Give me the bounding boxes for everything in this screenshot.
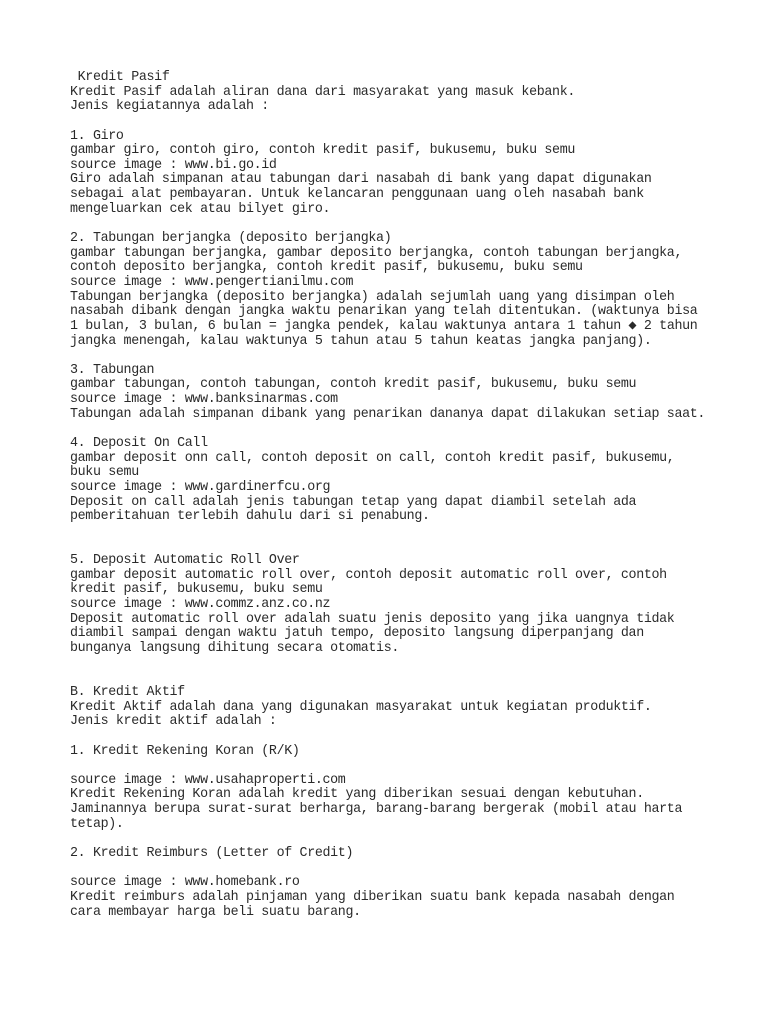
aktif-item-rekening-koran: [70, 745, 717, 833]
section-title: B. Kredit Aktif: [70, 684, 185, 700]
item-description: sebagai alat pembayaran. Untuk kelancaran penggunaan uang oleh nasabah bank: [70, 187, 644, 203]
spacer: [70, 832, 717, 847]
item-source: source image : www.banksinarmas.com: [70, 392, 338, 408]
item-heading: 2. Kredit Reimburs (Letter of Credit): [70, 845, 354, 861]
item-description: Tabungan berjangka (deposito berjangka) adalah sejumlah uang yang disimpan oleh: [70, 289, 675, 305]
item-tags: buku semu: [70, 465, 139, 481]
item-heading: 2. Tabungan berjangka (deposito berjangka): [70, 231, 392, 247]
intro-line: Kredit Pasif adalah aliran dana dari masyarakat yang masuk kebank.: [70, 84, 576, 100]
pasif-item-tabungan: [70, 364, 717, 423]
spacer: [70, 730, 717, 745]
item-description: Kredit reimburs adalah pinjaman yang diberikan suatu bank kepada nasabah dengan: [70, 889, 675, 905]
spacer: [70, 349, 717, 364]
item-heading: 3. Tabungan: [70, 362, 155, 378]
aktif-item-reimburs: [70, 847, 717, 920]
document-page: [70, 71, 717, 920]
spacer: [70, 525, 717, 554]
item-description: 1 bulan, 3 bulan, 6 bulan = jangka pendek, kalau waktunya antara 1 tahun ◆ 2 tahun: [70, 318, 698, 334]
item-heading: 4. Deposit On Call: [70, 436, 208, 452]
item-tags: gambar tabungan berjangka, gambar deposito berjangka, contoh tabungan berjangka,: [70, 245, 683, 261]
kredit-aktif-section: [70, 686, 717, 920]
item-description: jangka menengah, kalau waktunya 5 tahun atau 5 tahun keatas jangka panjang).: [70, 333, 652, 349]
image-placeholder-spacer: [70, 862, 717, 877]
image-placeholder-spacer: [70, 759, 717, 774]
intro-line: Jenis kegiatannya adalah :: [70, 99, 269, 115]
pasif-item-giro: [70, 130, 717, 218]
item-source: source image : www.pengertianilmu.com: [70, 274, 354, 290]
item-tags: gambar giro, contoh giro, contoh kredit pasif, bukusemu, buku semu: [70, 143, 576, 159]
pasif-item-deposit-on-call: [70, 437, 717, 525]
item-description: Deposit on call adalah jenis tabungan tetap yang dapat diambil setelah ada: [70, 494, 637, 510]
item-source: source image : www.usahaproperti.com: [70, 772, 346, 788]
item-description: tetap).: [70, 816, 124, 832]
item-tags: contoh deposito berjangka, contoh kredit pasif, bukusemu, buku semu: [70, 260, 583, 276]
item-description: diambil sampai dengan waktu jatuh tempo, deposito langsung diperpanjang dan: [70, 626, 644, 642]
item-source: source image : www.bi.go.id: [70, 157, 277, 173]
item-description: pemberitahuan terlebih dahulu dari si penabung.: [70, 509, 430, 525]
item-description: Giro adalah simpanan atau tabungan dari nasabah di bank yang dapat digunakan: [70, 172, 652, 188]
spacer: [70, 422, 717, 437]
item-description: bunganya langsung dihitung secara otomatis.: [70, 641, 400, 656]
item-tags: gambar tabungan, contoh tabungan, contoh kredit pasif, bukusemu, buku semu: [70, 377, 637, 393]
item-tags: gambar deposit automatic roll over, contoh deposit automatic roll over, contoh: [70, 567, 667, 583]
item-source: source image : www.homebank.ro: [70, 875, 300, 891]
item-description: Deposit automatic roll over adalah suatu jenis deposito yang jika uangnya tidak: [70, 611, 675, 627]
spacer: [70, 115, 717, 130]
item-description: mengeluarkan cek atau bilyet giro.: [70, 201, 331, 217]
item-source: source image : www.gardinerfcu.org: [70, 479, 331, 495]
spacer: [70, 217, 717, 232]
item-description: Jaminannya berupa surat-surat berharga, barang-barang bergerak (mobil atau harta: [70, 802, 683, 818]
intro-line: Kredit Aktif adalah dana yang digunakan masyarakat untuk kegiatan produktif.: [70, 699, 652, 715]
item-source: source image : www.commz.anz.co.nz: [70, 597, 331, 613]
item-tags: kredit pasif, bukusemu, buku semu: [70, 582, 323, 598]
item-description: nasabah dibank dengan jangka waktu penarikan yang telah ditentukan. (waktunya bisa: [70, 304, 698, 320]
spacer: [70, 657, 717, 686]
pasif-item-deposit-automatic-roll-over: [70, 554, 717, 656]
item-heading: 1. Giro: [70, 128, 124, 144]
item-tags: gambar deposit onn call, contoh deposit on call, contoh kredit pasif, bukusemu,: [70, 450, 675, 466]
intro-line: Jenis kredit aktif adalah :: [70, 714, 277, 730]
item-description: Kredit Rekening Koran adalah kredit yang diberikan sesuai dengan kebutuhan.: [70, 787, 644, 803]
item-description: cara membayar harga beli suatu barang.: [70, 904, 361, 920]
document-title: Kredit Pasif: [70, 70, 170, 85]
pasif-item-tabungan-berjangka: [70, 232, 717, 349]
item-heading: 1. Kredit Rekening Koran (R/K): [70, 743, 300, 759]
item-description: Tabungan adalah simpanan dibank yang penarikan dananya dapat dilakukan setiap saat.: [70, 406, 706, 422]
item-heading: 5. Deposit Automatic Roll Over: [70, 553, 300, 569]
